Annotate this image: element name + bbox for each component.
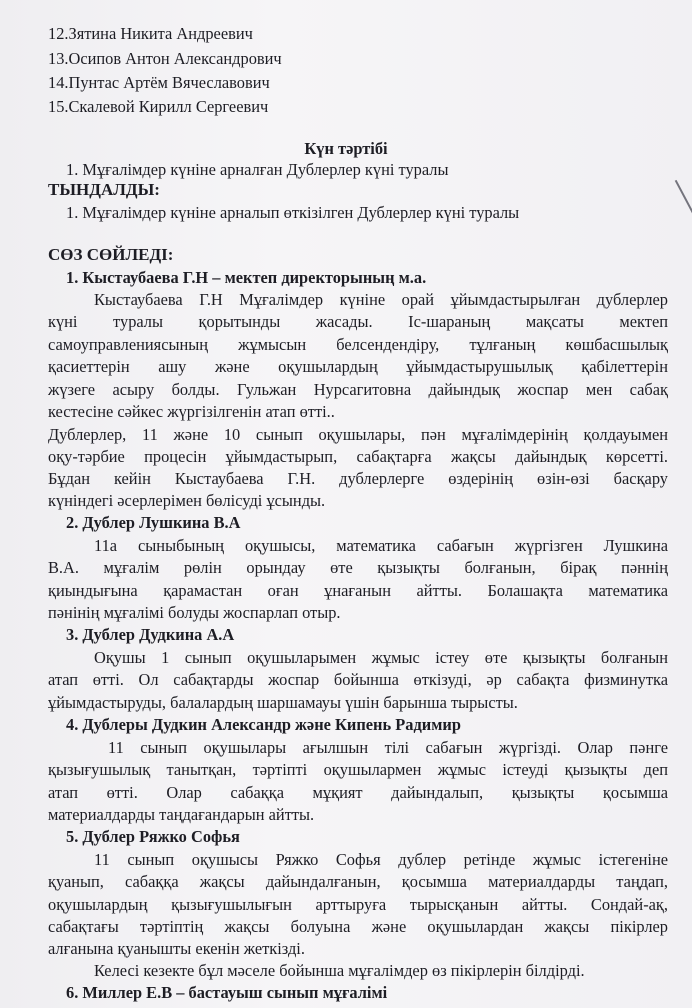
pen-mark bbox=[675, 180, 692, 216]
speaker-heading: 4. Дублеры Дудкин Александр және Кипень Радимир bbox=[66, 715, 461, 734]
speaker-heading: 5. Дублер Ряжко Софья bbox=[66, 827, 240, 846]
agenda-title: Күн тәртібі bbox=[304, 139, 388, 158]
paragraph-line: күніндегі әсерлерімен бөлісуді ұсынды. bbox=[48, 491, 326, 510]
paragraph-line: материалдарды таңдағандарын айтты. bbox=[48, 805, 315, 824]
paragraph-line: алғанына қуанышты екенін жеткізді. bbox=[48, 939, 305, 958]
speaker-heading: 1. Кыстаубаева Г.Н – мектеп директорының м.а. bbox=[66, 268, 427, 287]
paragraph-line: В.А. мұғалім рөлін орындау өте қызықты болғанын, бірақ пәннің bbox=[48, 558, 668, 577]
paragraph-line: пәнінің мұғалімі болуды жоспарлап отыр. bbox=[48, 603, 341, 622]
paragraph-line: сабақтағы тәртіптің жақсы болуына және оқушылардан жақсы пікірлер bbox=[48, 917, 668, 936]
speaker-heading: 3. Дублер Дудкина А.А bbox=[66, 625, 235, 644]
paragraph-line: Дублерлер, 11 және 10 сынып оқушылары, пән мұғалімдерінің қолдауымен bbox=[48, 425, 668, 444]
attendee-item: 13.Осипов Антон Александрович bbox=[48, 49, 282, 68]
speaker-heading: 6. Миллер Е.В – бастауыш сынып мұғалімі bbox=[66, 983, 388, 1002]
attendee-item: 14.Пунтас Артём Вячеславович bbox=[48, 73, 270, 92]
agenda-item: 1. Мұғалімдер күніне арналған Дублерлер күні туралы bbox=[66, 160, 449, 179]
paragraph-line: кестесіне сәйкес жүргізілгенін атап өтті.. bbox=[48, 402, 335, 421]
paragraph-line: жүзеге асыру болды. Гульжан Нурсагитовна дайындық жоспар мен сабақ bbox=[48, 380, 668, 399]
paragraph-line: қасиеттерін ашу және оқушылардың ұйымдастырушылық қабілеттерін bbox=[48, 357, 668, 376]
paragraph-line: самоуправлениясының жұмысын белсендендіру, тұлғаның көшбасшылық bbox=[48, 335, 668, 354]
paragraph-line: 11 сынып оқушылары ағылшын тілі сабағын жүргізді. Олар пәнге bbox=[108, 738, 668, 757]
paragraph-line: Кыстаубаева Г.Н Мұғалімдер күніне орай ұйымдастырылған дублерлер bbox=[94, 290, 668, 309]
attendee-item: 12.Зятина Никита Андреевич bbox=[48, 24, 253, 43]
speaker-heading: 2. Дублер Лушкина В.А bbox=[66, 513, 241, 532]
paragraph-line: ұйымдастыруды, балалардың шаршамауы үшін барынша тырысты. bbox=[48, 693, 518, 712]
paragraph-line: 11 сынып оқушысы Ряжко Софья дублер ретінде жұмыс істегеніне bbox=[94, 850, 668, 869]
paragraph-line: Бұдан кейін Кыстаубаева Г.Н. дублерлерге өздерінің өзін-өзі басқару bbox=[48, 469, 668, 488]
paragraph-line: қиындығына қарамастан оған ұнағанын айтты. Болашақта математика bbox=[48, 581, 668, 600]
heard-title: ТЫНДАЛДЫ: bbox=[48, 180, 160, 199]
paragraph-line: қуанып, сабаққа жақсы дайындалғанын, қосымша материалдарды таңдап, bbox=[48, 872, 668, 891]
spoke-title: СӨЗ СӨЙЛЕДІ: bbox=[48, 245, 174, 264]
attendee-item: 15.Скалевой Кирилл Сергеевич bbox=[48, 97, 269, 116]
paragraph-line: қызығушылық танытқан, тәртіпті оқушылармен жұмыс істеуді қызықты деп bbox=[48, 760, 668, 779]
paragraph-line: оқу-тәрбие процесін ұйымдастырып, сабақтарға жақсы дайындық көрсетті. bbox=[48, 447, 668, 466]
paragraph-line: Оқушы 1 сынып оқушыларымен жұмыс істеу өте қызықты болғанын bbox=[94, 648, 668, 667]
paragraph-line: оқушылардың қызығушылығын арттыруға тырысқанын айтты. Сондай-ақ, bbox=[48, 895, 668, 914]
paragraph-line: 11а сыныбының оқушысы, математика сабағын жүргізген Лушкина bbox=[94, 536, 668, 555]
paragraph-line: Келесі кезекте бұл мәселе бойынша мұғалімдер өз пікірлерін білдірді. bbox=[94, 961, 585, 980]
paragraph-line: атап өтті. Олар сабаққа мұқият дайындалып, қызықты қосымша bbox=[48, 783, 668, 802]
paragraph-line: күні туралы қорытынды жасады. Іс-шараның мақсаты мектеп bbox=[48, 312, 668, 331]
paragraph-line: атап өтті. Ол сабақтарды жоспар бойынша өткізуді, әр сабақта физминутка bbox=[48, 670, 668, 689]
heard-item: 1. Мұғалімдер күніне арналып өткізілген Дублерлер күні туралы bbox=[66, 203, 520, 222]
